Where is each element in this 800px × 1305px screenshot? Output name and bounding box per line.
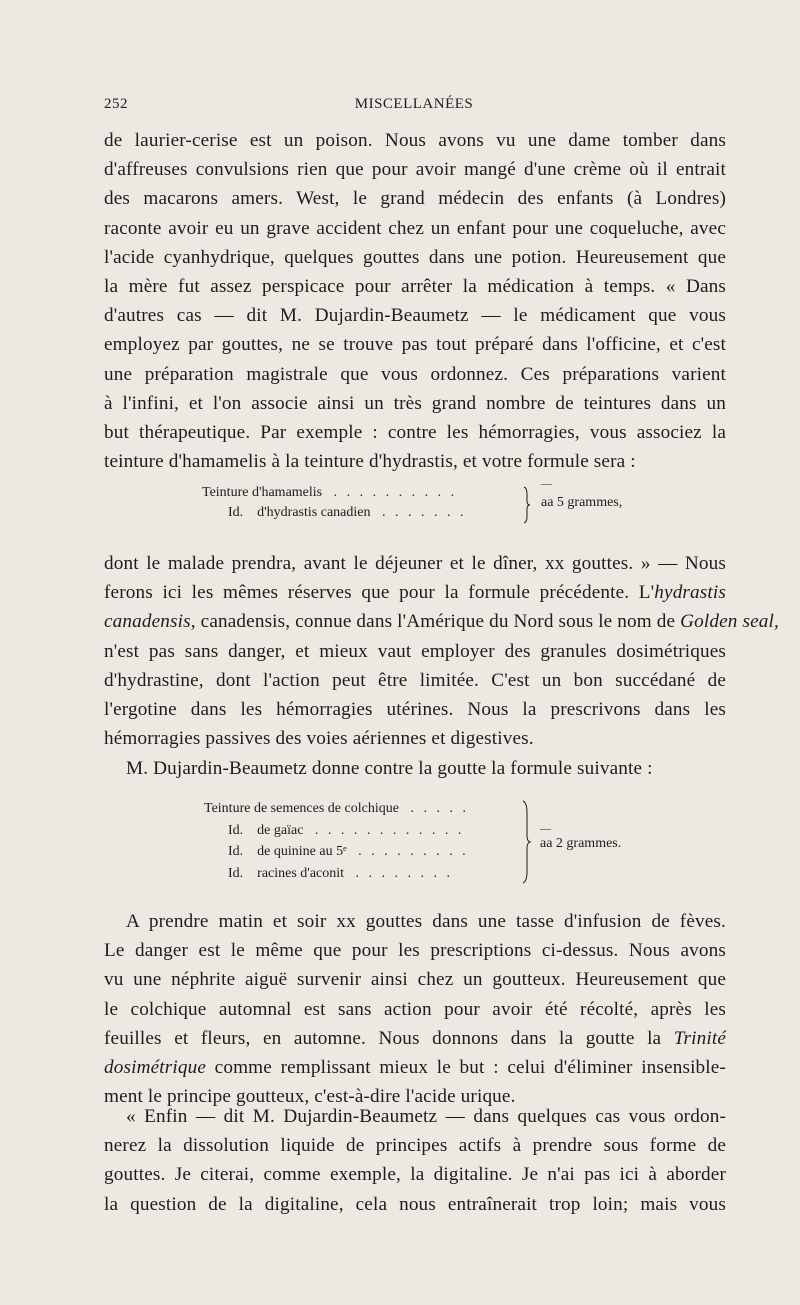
text-line: d'autres cas — dit M. Dujardin-Beaumetz — le médicament que vous	[104, 305, 726, 327]
formula-ingredient: Teinture de semences de colchique	[204, 801, 399, 816]
formula-ingredient: Id. de quinine au 5ᵉ	[228, 844, 347, 859]
formula-dots: . . . . . . . . .	[358, 844, 469, 859]
text-line: nerez la dissolution liquide de principes actifs à prendre sous forme de	[104, 1135, 726, 1157]
formula-row	[202, 483, 466, 503]
brace-icon	[521, 486, 531, 524]
text-line: gouttes. Je citerai, comme exemple, la digitaline. Je n'ai pas ici à aborder	[104, 1164, 726, 1186]
text-line: but thérapeutique. Par exemple : contre les hémorragies, vous associez la	[104, 421, 726, 443]
formula-dose: aa 5 grammes,	[541, 495, 623, 510]
formula-2	[204, 798, 469, 884]
text-line: raconte avoir eu un grave accident chez un enfant pour une coqueluche, avec	[104, 217, 726, 239]
text-line: « Enfin — dit M. Dujardin-Beaumetz — dans quelques cas vous ordon-	[126, 1106, 726, 1127]
text-line: Le danger est le même que pour les prescriptions ci-dessus. Nous avons	[104, 940, 726, 962]
formula-dose: aa 2 grammes.	[540, 836, 622, 851]
paragraph-4	[104, 907, 726, 1111]
brace-icon	[520, 800, 532, 884]
paragraph-2	[104, 549, 779, 753]
text-line: M. Dujardin-Beaumetz donne contre la goutte la formule suivante :	[126, 758, 653, 779]
formula-row	[204, 820, 469, 842]
text-line: la mère fut assez perspicace pour arrêter la médication à temps. « Dans	[104, 275, 726, 297]
formula-ingredient: Id. d'hydrastis canadien	[228, 505, 371, 520]
formula-dots: . . . . . . . . . .	[333, 485, 458, 500]
formula-row	[204, 841, 469, 863]
text-line	[104, 578, 726, 607]
text-line: à l'infini, et l'on associe ainsi un très grand nombre de teintures dans un	[104, 392, 726, 414]
text-line: le colchique automnal est sans action pour avoir été récolté, après les	[104, 998, 726, 1020]
italic-term: dosimétrique	[104, 1056, 206, 1078]
formula-dots: . . . . . . . . . . . .	[314, 822, 465, 838]
text-line: teinture d'hamamelis à la teinture d'hydrastis, et votre formule sera :	[104, 451, 636, 473]
italic-term: Golden seal,	[680, 611, 779, 633]
text-span: comme remplissant mieux le but : celui d'éliminer insensible-	[214, 1056, 726, 1078]
text-span: canadensis, connue dans l'Amérique du Nord sous le nom de	[200, 611, 676, 633]
formula-dots: . . . . . . . .	[355, 865, 454, 881]
text-line: employez par gouttes, ne se trouve pas tout préparé dans l'officine, et c'est	[104, 334, 726, 356]
text-line: l'ergotine dans les hémorragies utérines. Nous la prescrivons dans les	[104, 698, 726, 720]
formula-ingredient: Id. racines d'aconit	[228, 865, 345, 881]
text-line	[104, 607, 779, 636]
page-header	[104, 96, 724, 118]
text-line	[104, 1053, 726, 1082]
text-span: feuilles et fleurs, en automne. Nous donnons dans la goutte la	[104, 1027, 662, 1049]
text-line: une préparation magistrale que vous ordonnez. Ces préparations varient	[104, 363, 726, 385]
dose-mark: —	[541, 478, 552, 490]
italic-term: canadensis,	[104, 611, 196, 633]
formula-ingredient: Id. de gaïac	[228, 822, 304, 838]
formula-dots: . . . . .	[410, 801, 469, 816]
paragraph-3	[104, 754, 726, 783]
formula-row	[202, 503, 466, 523]
text-line: vu une néphrite aiguë survenir ainsi chez un goutteux. Heureusement que	[104, 969, 726, 991]
running-title: MISCELLANÉES	[354, 96, 474, 112]
text-line	[104, 1024, 726, 1053]
text-line: des macarons amers. West, le grand médecin des enfants (à Londres)	[104, 188, 726, 210]
page-number: 252	[104, 96, 128, 112]
dose-mark: —	[540, 823, 551, 835]
text-line: ment le principe goutteux, c'est-à-dire l'acide urique.	[104, 1086, 516, 1108]
text-line: n'est pas sans danger, et mieux vaut employer des granules dosimétriques	[104, 640, 726, 662]
paragraph-5	[104, 1102, 726, 1219]
text-span: ferons ici les mêmes réserves que pour la formule précédente. L'	[104, 582, 655, 604]
formula-dots: . . . . . . .	[381, 505, 467, 520]
italic-term: hydrastis	[654, 582, 726, 604]
text-line: hémorragies passives des voies aériennes et digestives.	[104, 728, 534, 750]
formula-row	[204, 798, 469, 820]
formula-row	[204, 863, 469, 885]
text-line: dont le malade prendra, avant le déjeuner et le dîner, xx gouttes. » — Nous	[104, 553, 726, 574]
text-line: d'affreuses convulsions rien que pour avoir mangé d'une crème où il entrait	[104, 159, 726, 181]
formula-ingredient: Teinture d'hamamelis	[202, 485, 323, 500]
text-line: d'hydrastine, dont l'action peut être limitée. C'est un bon succédané de	[104, 669, 726, 691]
text-line: la question de la digitaline, cela nous entraînerait trop loin; mais vous	[104, 1193, 726, 1215]
text-line: A prendre matin et soir xx gouttes dans une tasse d'infusion de fèves.	[126, 911, 726, 932]
italic-term: Trinité	[673, 1027, 726, 1049]
formula-1	[202, 483, 466, 523]
paragraph-1	[104, 126, 726, 476]
text-line: l'acide cyanhydrique, quelques gouttes dans une potion. Heureusement que	[104, 246, 726, 268]
text-line: de laurier-cerise est un poison. Nous avons vu une dame tomber dans	[104, 130, 726, 151]
